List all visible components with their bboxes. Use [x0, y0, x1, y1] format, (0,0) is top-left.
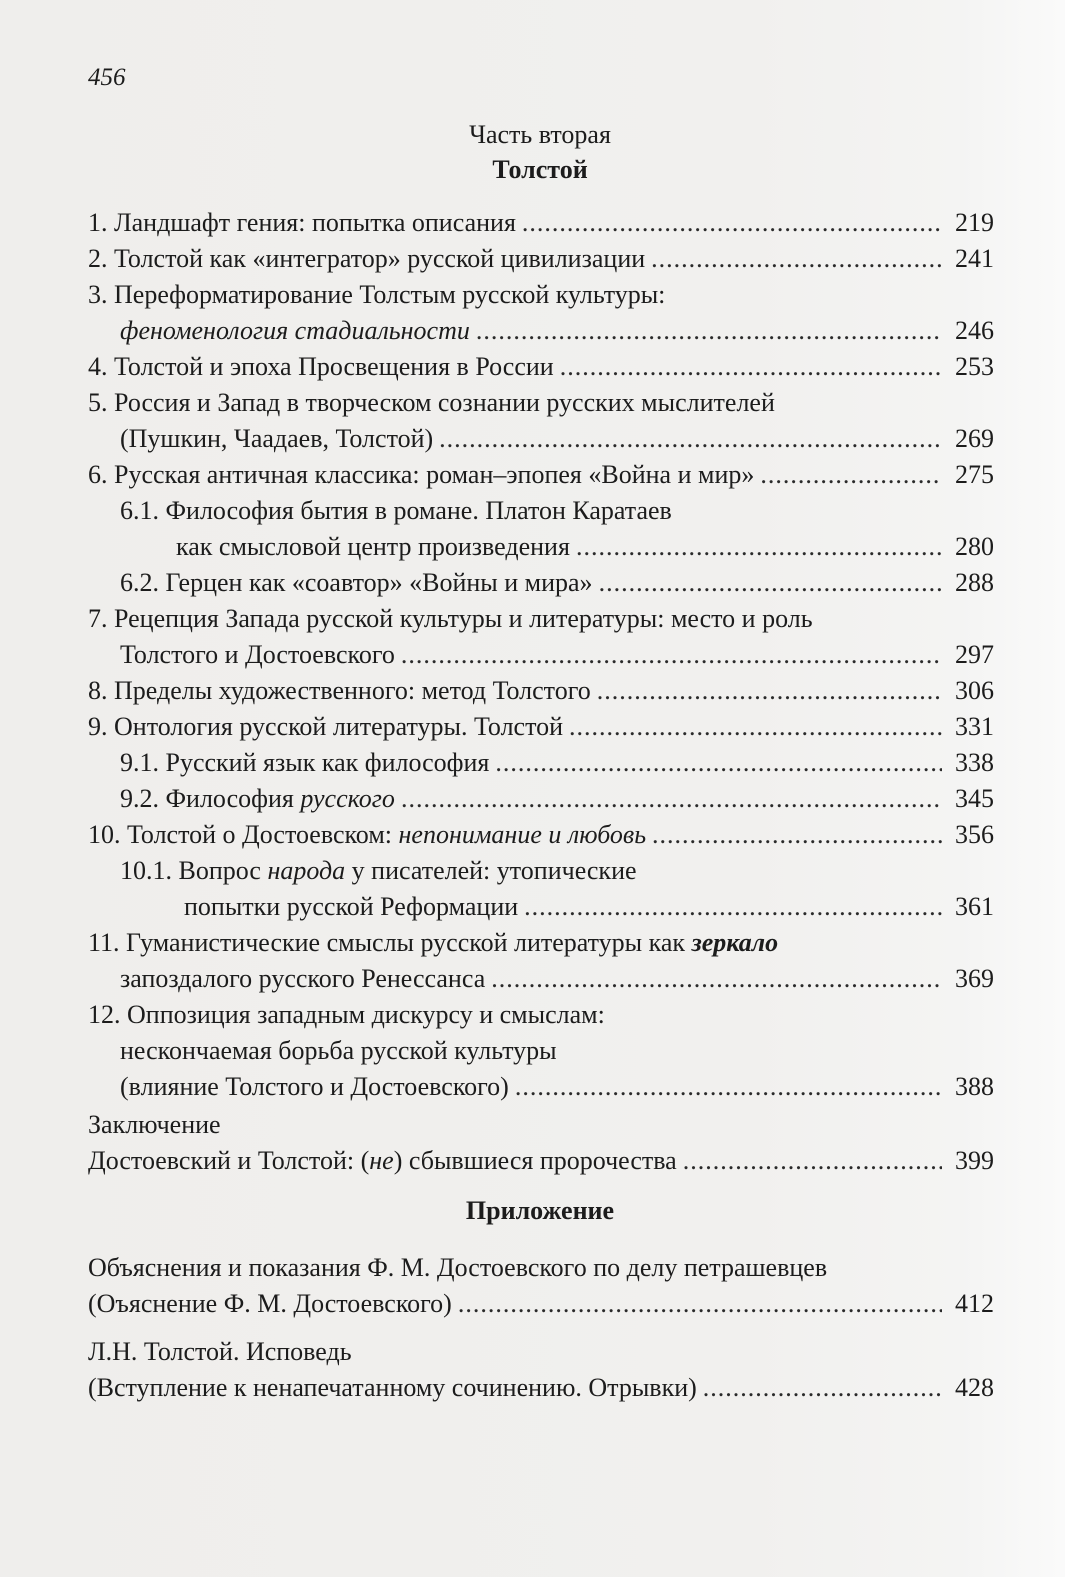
- toc-entry-subtitle: как смысловой центр произведения: [176, 532, 570, 561]
- appendix-entry: [88, 1334, 994, 1406]
- toc-entry-title: 6.2. Герцен как «соавтор» «Войны и мира»: [120, 568, 593, 597]
- toc-entry: [88, 817, 994, 853]
- appendix-entry: [88, 1250, 994, 1322]
- toc-subentry: [88, 493, 994, 565]
- dot-leader: [651, 241, 942, 277]
- toc-entry-subtitle: попытки русской Реформации: [184, 892, 519, 921]
- dot-leader: [560, 349, 942, 385]
- toc-subentry: [88, 565, 994, 601]
- toc-page-number: 269: [955, 424, 994, 453]
- dot-leader: [476, 313, 942, 349]
- dot-leader: [683, 1143, 942, 1179]
- toc-entry-emphasis: русского: [300, 784, 395, 813]
- toc-page-number: 356: [955, 820, 994, 849]
- toc-entry: [88, 709, 994, 745]
- toc-page-number: 338: [955, 748, 994, 777]
- toc-entry: [88, 925, 994, 997]
- toc-page-number: 288: [955, 568, 994, 597]
- toc-entry: [88, 601, 994, 673]
- toc-entry-title: 10. Толстой о Достоевском:: [88, 820, 392, 849]
- toc-entry-emphasis: не: [369, 1146, 394, 1175]
- toc-entry-title: Достоевский и Толстой: (: [88, 1146, 370, 1175]
- toc-entry-subtitle: феноменология стадиальности: [120, 316, 470, 345]
- toc-page-number: 280: [955, 532, 994, 561]
- dot-leader: [458, 1286, 942, 1322]
- toc-entry-subtitle: запоздалого русского Ренессанса: [120, 964, 486, 993]
- toc-entry-emphasis: непонимание и любовь: [398, 820, 647, 849]
- toc-page-number: 399: [955, 1146, 994, 1175]
- toc-entry-conclusion: [88, 1107, 994, 1179]
- dot-leader: [576, 529, 942, 565]
- toc-entry-title-cont: ) сбывшиеся пророчества: [393, 1146, 677, 1175]
- conclusion-heading: Заключение: [88, 1110, 221, 1139]
- toc-entry: [88, 457, 994, 493]
- toc-page-number: 219: [955, 208, 994, 237]
- dot-leader: [401, 637, 942, 673]
- toc-entry-emphasis: народа: [267, 856, 346, 885]
- toc-entry: [88, 277, 994, 349]
- toc-entry-title: 9. Онтология русской литературы. Толстой: [88, 712, 564, 741]
- toc-entry: [88, 349, 994, 385]
- toc-subentry: [88, 781, 994, 817]
- toc-entry-subtitle: (Пушкин, Чаадаев, Толстой): [120, 424, 434, 453]
- table-of-contents: [88, 205, 994, 1179]
- toc-page-number: 241: [955, 244, 994, 273]
- dot-leader: [524, 889, 942, 925]
- toc-entry-title: 4. Толстой и эпоха Просвещения в России: [88, 352, 554, 381]
- toc-entry-title: 9.2. Философия: [120, 784, 294, 813]
- toc-entry-title: 12. Оппозиция западным дискурсу и смыслам:: [88, 1000, 605, 1029]
- toc-entry-title: 6. Русская античная классика: роман–эпопея «Война и мир»: [88, 460, 755, 489]
- toc-entry-title: 11. Гуманистические смыслы русской литературы как: [88, 928, 686, 957]
- toc-entry-subtitle: нескончаемая борьба русской культуры: [120, 1036, 557, 1065]
- appendix-entry-title: Объяснения и показания Ф. М. Достоевского по делу петрашевцев: [88, 1253, 828, 1282]
- dot-leader: [703, 1370, 942, 1406]
- dot-leader: [522, 205, 942, 241]
- toc-entry-emphasis: зеркало: [691, 928, 779, 957]
- toc-entry-subtitle: Толстого и Достоевского: [120, 640, 395, 669]
- appendix-title: Приложение: [465, 1196, 615, 1225]
- part-heading: Часть вторая: [469, 120, 611, 149]
- toc-page-number: 297: [955, 640, 994, 669]
- toc-page-number: 331: [955, 712, 994, 741]
- toc-page-number: 345: [955, 784, 994, 813]
- dot-leader: [491, 961, 942, 997]
- dot-leader: [439, 421, 942, 457]
- appendix-contents: [88, 1250, 994, 1406]
- dot-leader: [495, 745, 942, 781]
- toc-subentry: [88, 745, 994, 781]
- toc-entry-title: 6.1. Философия бытия в романе. Платон Каратаев: [120, 496, 672, 525]
- dot-leader: [599, 565, 942, 601]
- toc-entry-title: 10.1. Вопрос: [120, 856, 261, 885]
- toc-entry-subtitle: (влияние Толстого и Достоевского): [120, 1072, 509, 1101]
- toc-subentry: [88, 853, 994, 925]
- toc-page-number: 275: [955, 460, 994, 489]
- dot-leader: [652, 817, 942, 853]
- toc-page-number: 369: [955, 964, 994, 993]
- appendix-entry-subtitle: (Оъяснение Ф. М. Достоевского): [88, 1289, 452, 1318]
- page-number: 456: [88, 64, 126, 91]
- part-title: Толстой: [492, 155, 588, 184]
- toc-entry-title: 8. Пределы художественного: метод Толстого: [88, 676, 591, 705]
- toc-entry: [88, 997, 994, 1105]
- toc-entry: [88, 385, 994, 457]
- toc-page-number: 253: [955, 352, 994, 381]
- dot-leader: [760, 457, 942, 493]
- dot-leader: [515, 1069, 942, 1105]
- toc-entry: [88, 673, 994, 709]
- toc-entry-title: 5. Россия и Запад в творческом сознании русских мыслителей: [88, 388, 775, 417]
- toc-page-number: 412: [955, 1289, 994, 1318]
- toc-entry-title: 7. Рецепция Запада русской культуры и литературы: место и роль: [88, 604, 813, 633]
- appendix-entry-subtitle: (Вступление к ненапечатанному сочинению. Отрывки): [88, 1373, 697, 1402]
- dot-leader: [401, 781, 942, 817]
- toc-entry: [88, 205, 994, 241]
- toc-entry-title-cont: у писателей: утопические: [351, 856, 637, 885]
- toc-entry-title: 1. Ландшафт гения: попытка описания: [88, 208, 516, 237]
- toc-entry-title: 2. Толстой как «интегратор» русской цивилизации: [88, 244, 646, 273]
- dot-leader: [597, 673, 942, 709]
- toc-page-number: 388: [955, 1072, 994, 1101]
- dot-leader: [569, 709, 942, 745]
- toc-page-number: 428: [955, 1373, 994, 1402]
- toc-entry-title: 3. Переформатирование Толстым русской культуры:: [88, 280, 666, 309]
- toc-entry-title: 9.1. Русский язык как философия: [120, 748, 490, 777]
- toc-page-number: 361: [955, 892, 994, 921]
- toc-entry: [88, 241, 994, 277]
- appendix-entry-title: Л.Н. Толстой. Исповедь: [88, 1337, 352, 1366]
- toc-page-number: 246: [955, 316, 994, 345]
- toc-page-number: 306: [955, 676, 994, 705]
